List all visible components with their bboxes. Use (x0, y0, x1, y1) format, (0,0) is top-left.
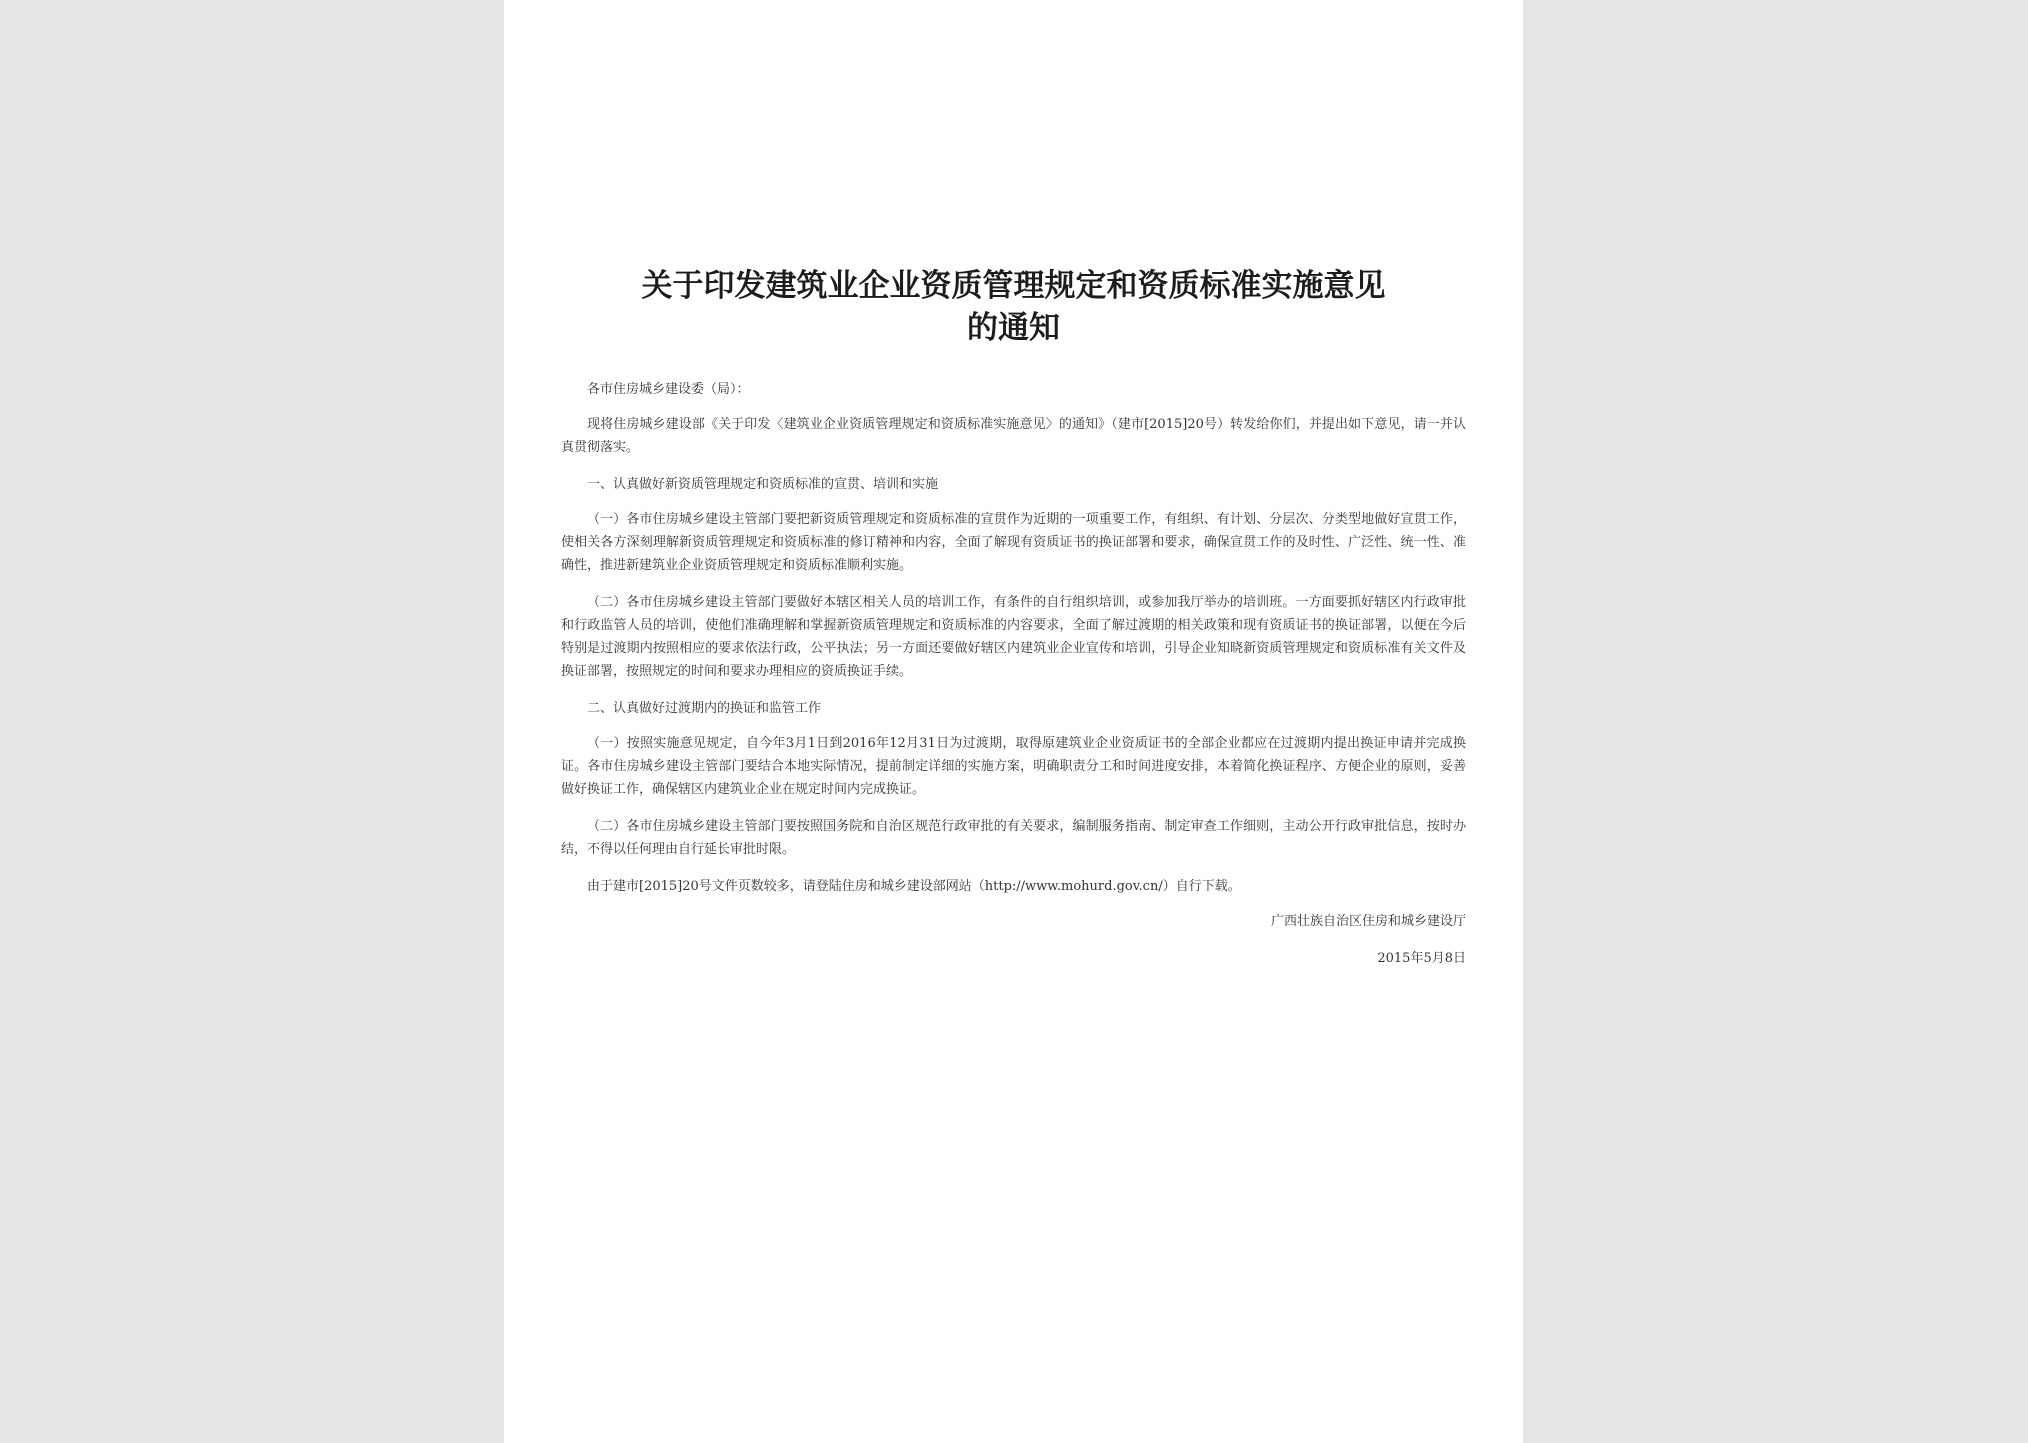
section-1-item-2: （二）各市住房城乡建设主管部门要做好本辖区相关人员的培训工作，有条件的自行组织培训，或参加我厅举办的培训班。一方面要抓好辖区内行政审批和行政监管人员的培训，使他们准确理解和掌握新资质管理规定和资质标准的内容要求，全面了解过渡期的相关政策和现有资质证书的换证部署，以便在今后特别是过渡期内按照相应的要求依法行政，公平执法；另一方面还要做好辖区内建筑业企业宣传和培训，引导企业知晓新资质管理规定和资质标准有关文件及换证部署，按照规定的时间和要求办理相应的资质换证手续。 (561, 595, 1466, 679)
document-page (504, 0, 1523, 1443)
intro-paragraph: 现将住房城乡建设部《关于印发〈建筑业企业资质管理规定和资质标准实施意见〉的通知》（建市[2015]20号）转发给你们，并提出如下意见，请一并认真贯彻落实。 (561, 417, 1466, 455)
issue-date: 2015年5月8日 (1377, 951, 1466, 966)
section-1-item-1: （一）各市住房城乡建设主管部门要把新资质管理规定和资质标准的宣贯作为近期的一项重要工作，有组织、有计划、分层次、分类型地做好宣贯工作，使相关各方深刻理解新资质管理规定和资质标准的修订精神和内容，全面了解现有资质证书的换证部署和要求，确保宣贯工作的及时性、广泛性、统一性、准确性，推进新建筑业企业资质管理规定和资质标准顺利实施。 (561, 512, 1466, 573)
title-line-1: 关于印发建筑业企业资质管理规定和资质标准实施意见 (641, 268, 1386, 304)
section-2-item-2: （二）各市住房城乡建设主管部门要按照国务院和自治区规范行政审批的有关要求，编制服务指南、制定审查工作细则，主动公开行政审批信息，按时办结，不得以任何理由自行延长审批时限。 (561, 819, 1466, 857)
title-line-2: 的通知 (967, 310, 1060, 346)
section-2-heading: 二、认真做好过渡期内的换证和监管工作 (587, 701, 822, 716)
salutation: 各市住房城乡建设委（局）： (587, 382, 750, 397)
document-title (561, 265, 1466, 349)
issuer-signature: 广西壮族自治区住房和城乡建设厅 (1270, 914, 1466, 929)
section-1-heading: 一、认真做好新资质管理规定和资质标准的宣贯、培训和实施 (587, 477, 939, 492)
section-2-item-1: （一）按照实施意见规定，自今年3月1日到2016年12月31日为过渡期，取得原建筑业企业资质证书的全部企业都应在过渡期内提出换证申请并完成换证。各市住房城乡建设主管部门要结合本地实际情况，提前制定详细的实施方案，明确职责分工和时间进度安排，本着简化换证程序、方便企业的原则，妥善做好换证工作，确保辖区内建筑业企业在规定时间内完成换证。 (561, 736, 1466, 797)
document-body (561, 265, 1466, 970)
closing-paragraph: 由于建市[2015]20号文件页数较多，请登陆住房和城乡建设部网站（http://www.mohurd.gov.cn/）自行下载。 (587, 879, 1241, 894)
